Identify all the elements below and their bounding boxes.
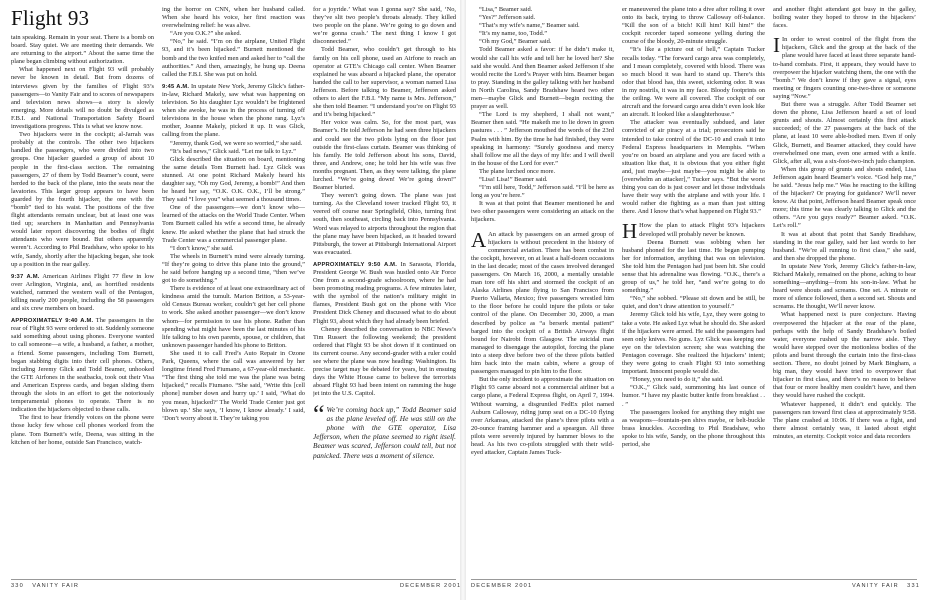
paragraph: One of the passengers—we don’t know who—learned of the attacks on the World Trade Center. When Tom Burnett called his wife a second time, he already knew. He asked whether the plane that had struck the Trade Center was a commercial passenger plane. xyxy=(162,204,305,244)
paragraph: She used it to call Fred’s Auto Repair in Ozone Park, Queens, where the call was answered by her longtime friend Fred Fiumano, a 67-year-old mechanic. “The first thing she told me was the plane was being hijacked,” recalls Fiumano. “She said, ‘Write this [cell phone] number down and hurry up.’ I said, ‘What do you mean, hijacked?’ The World Trade Center just got blown up.’ She says, ‘I know, I know already.’ I said, ‘Don’t worry about it. They’re taking you xyxy=(162,349,305,422)
paragraph: What happened next on Flight 93 will probably never be known in detail. But from dozens of interviews given by the families of Flight 93’s passengers—to Vanity Fair and to scores of newspapers and television news shows—a story is slowly emerging. More details will no doubt be divulged as F.B.I. and National Transportation Safety Board investigations progress. This is what we know now. xyxy=(11,66,154,131)
paragraph: The plane lurched once more. xyxy=(479,167,556,175)
timestamp-paragraph xyxy=(313,261,456,326)
paragraph-text: In Sarasota, Florida, President George W. Bush was hustled onto Air Force One from a second-grade schoolroom, where he had been promoting reading programs. A few minutes later, with the symbol of the nation’s military might in flames, President Bush got on the phone with Vice President Dick Cheney and discussed what to do about Flight 93, about which they had already been briefed. xyxy=(313,260,456,325)
left-footer-date: DECEMBER 2001 xyxy=(400,583,462,589)
paragraph: “Are you O.K.?” she asked. xyxy=(170,30,242,38)
paragraph: er maneuvered the plane into a dive after rolling it over onto its back, trying to throw Calloway off-balance. “Kill the son of a bitch! Kill him! Kill him!” the cockpit recorder taped someone yelling during the course of the bloody, 20-minute struggle. xyxy=(622,6,765,46)
timestamp-paragraph xyxy=(11,317,154,414)
paragraph: Jeremy Glick told his wife, Lyz, they were going to take a vote. He asked Lyz what he should do. She asked if the hijackers were armed. He said the passengers had seen only knives. No guns. Lyz Glick was keeping one eye on the television screen; she was watching the Pentagon coverage. She realized the hijackers’ intent; they were going to crash Flight 93 into something important. Innocent people would die. xyxy=(622,311,765,376)
right-page-column-3 xyxy=(773,6,916,574)
left-page-column-1 xyxy=(11,34,154,574)
footer-rule xyxy=(11,579,456,580)
paragraph: When this group of grunts and shouts ended, Lisa Jefferson again heard Beamer’s voice. “God help me,” he said. “Jesus help me.” Was he reacting to the killing of the hijacker? Or praying for guidance? We’ll never know. At that point, Jefferson heard Beamer speak once more; this time he was clearly talking to Glick and the others. “Are you guys ready?” Beamer asked. “O.K. Let’s roll.” xyxy=(773,165,916,230)
drop-cap: A xyxy=(471,227,487,252)
paragraph: “No,” she sobbed. “Please sit down and be still, be quiet, and don’t draw attention to yourself.” xyxy=(622,295,765,311)
article-title: Flight 93 xyxy=(11,6,90,30)
paragraph: “Honey, you need to do it,” she said. xyxy=(630,376,724,384)
paragraph: Todd Beamer, who couldn’t get through to his family on his cell phone, used an Airfone to reach an operator at GTE’s Chicago call center. When Beamer explained he was aboard a hijacked plane, the operator handed the call to her supervisor, a woman named Lisa Jefferson. Before talking to Beamer, Jefferson asked others to alert the F.B.I. “My name is Mrs. Jefferson,” she then told Beamer. “I understand you’re on Flight 93 and it’s being hijacked.” xyxy=(313,46,456,119)
drop-cap: H xyxy=(622,219,638,244)
paragraph-text: An attack by passengers on an armed group of hijackers is without precedent in the history of commercial aviation. There has been combat in the cockpit, however, on at least a half-dozen occasions in the last decade; most of the cases involved deranged passengers. On March 16, 2000, a mentally unstable man tore off his shirt and stormed the cockpit of an Alaska Airlines plane flying to San Francisco from Puerto Vallarta, Mexico; five passengers wrestled him to the floor before he could injure the pilots or take control of the plane. On December 30, 2000, a man described by police as “a berserk mental patient” barged into the cockpit of a British Airways flight bound for Nairobi from Glasgow. The suicidal man managed to disengage the autopilot, forcing the plane into a steep dive before two of the three pilots battled him back into the main cabin, where a group of passengers managed to pin him to the floor. xyxy=(471,230,614,376)
left-page-column-2 xyxy=(162,6,305,574)
paragraph: “It’s like a picture out of hell,” Captain Tucker recalls today. “The forward cargo area was completely, and I mean completely, covered with blood. There was so much blood it was hard to stand up. There’s this odor that blood has, this sweet, sickening odor. It was in my nostrils, it was in my face. Bloody footprints on the ceiling. We were all covered. The cockpit of our aircraft and the forward cargo area didn’t even look like an aircraft. It looked like a slaughterhouse.” xyxy=(622,46,765,119)
right-page-column-1 xyxy=(471,6,614,574)
paragraph: “Jeremy, thank God, we were so worried,” she said. xyxy=(170,139,303,147)
section-paragraph xyxy=(622,219,765,244)
paragraph: Todd Beamer asked a favor: if he didn’t make it, would she call his wife and tell her he loved her? She said she would. And then Beamer asked Jefferson if she would recite the Lord’s Prayer with him. Beamer began to pray. Standing in the galley talking with her husband in North Carolina, Sandy Bradshaw heard two other men—maybe Glick and Burnett—begin reciting the prayer as well. xyxy=(471,46,614,111)
paragraph: The wheels in Burnett’s mind were already turning. “If they’re going to drive this plane into the ground,” he said before hanging up a second time, “then we’ve got to do something.” xyxy=(162,252,305,285)
paragraph: and another flight attendant got busy in the galley, boiling water they hoped to throw in the hijackers’ faces. xyxy=(773,6,916,30)
paragraph: “That’s my wife’s name,” Beamer said. xyxy=(479,22,580,30)
drop-cap: I xyxy=(773,33,780,58)
paragraph: Deena Burnett was sobbing when her husband phoned for the last time. He began pumping her for information, anything that was on television. She told him the Pentagon had just been hit. She could sense that his adrenaline was flowing. “O.K., there’s a group of us,” he told her, “and we’re going to do something.” xyxy=(622,238,765,295)
paragraph: tain speaking. Remain in your seat. There is a bomb on board. Stay quiet. We are meeting their demands. We are returning to the airport.” About the same time the plane began climbing without authorization. xyxy=(11,34,154,66)
timestamp-heading: APPROXIMATELY 9:40 A.M. xyxy=(11,318,94,325)
section-paragraph xyxy=(773,33,916,101)
page-number: 330 xyxy=(11,583,24,589)
pull-quote xyxy=(313,399,456,460)
paragraph: Cheney described the conversation to NBC News’s Tim Russert the following weekend; the president ordered that Flight 93 be shot down if it continued on its current course. Any second-grader with a ruler could see where the plane was now heading: Washington. Its precise target may be debated for years, but in ensuing days the White House came to believe the terrorists aboard Flight 93 had been intent on ramming the huge jet into the U.S. Capitol. xyxy=(313,325,456,398)
paragraph: There is evidence of at least one extraordinary act of kindness amid the tumult. Marion Britton, a 53-year-old Census Bureau worker, couldn’t get her cell phone to work. She asked another passenger—we don’t know whom—for permission to use his phone. Rather than spending what might have been the last minutes of his life talking to his own parents, spouse, or children, that unknown passenger handed his phone to Britton. xyxy=(162,285,305,349)
paragraph: “Lisa,” Beamer said. xyxy=(479,6,533,13)
paragraph: “I don’t know,” she said. xyxy=(170,244,234,252)
paragraph: “The Lord is my shepherd, I shall not want,” Beamer then said. “He maketh me to lie down in green pastures . . . ” Jefferson mouthed the words of the 23rd Psalm with him. By the time he had finished, they were speaking in harmony: “Surely goodness and mercy shall follow me all the days of my life: and I will dwell in the house of the Lord for ever.” xyxy=(471,111,614,167)
paragraph: The attacker was eventually subdued, and later convicted of air piracy at a trial; prosecutors said he intended to take control of the DC-10 and crash it into Federal Express headquarters in Memphis. “When you’re on board an airplane and you are faced with a situation like that, it is obvious that you either fight and, just maybe—just maybe—you might be able to [overwhelm an attacker],” Tucker says. “But the worst thing you can do is just cower and let those individuals have their way with the airplane and with your life. I would rather die fighting as a man than just sitting there. And I know that’s what happened on Flight 93.” xyxy=(622,119,765,216)
right-page xyxy=(466,0,926,600)
paragraph: In upstate New York, Jeremy Glick’s father-in-law, Richard Makely, remained on the phone, aching to hear something—anything—from his son-in-law. What he heard were shouts and screams. One set. A minute or more of silence followed, then a second set. Shouts and screams. He thought, We’ll never know. xyxy=(773,262,916,311)
paragraph: for a joyride.’ What was I gonna say? She said, ‘No, they’ve slit two people’s throats already. They killed two people on the plane. We’re going to go down and we’re gonna crash.’ The next thing I know I got disconnected.” xyxy=(313,6,456,46)
right-footer-date: DECEMBER 2001 xyxy=(471,583,533,589)
pull-quote-mark: “ xyxy=(313,399,325,429)
paragraph: “It’s my name, too, Todd.” xyxy=(479,30,548,38)
magazine-name: VANITY FAIR xyxy=(32,583,80,589)
paragraph-text: American Airlines Flight 77 flew in low over Arlington, Virginia, and, as horrified residents watched, rammed the western wall of the Pentagon, killing nearly 200 people, including the 58 passengers and six crew members on board. xyxy=(11,272,154,313)
timestamp-paragraph xyxy=(11,273,154,313)
section-paragraph xyxy=(471,227,614,377)
pull-quote-text: We’re coming back up,” Todd Beamer said as the plane leveled off. He was still on the phone with the GTE operator, Lisa Jefferson, when the plane seemed to right itself. Beamer was scared, Jefferson could tell, but not panicked. There was a moment of silence. xyxy=(313,404,456,460)
paragraph-text: The passengers in the rear of Flight 93 were ordered to sit. Suddenly someone said something about using phones. Everyone wanted to call someone—a wife, a husband, a father, a mother, a friend. Some passengers, including Tom Burnett, began stabbing digits into their cell phones. Others, including Jeremy Glick and Todd Beamer, unhooked the GTE Airfones in the seatbacks, took out their Visa and American Express cards, and began sliding them through the slots in an effort to get the notoriously temperamental phones to operate. There is no indication the hijackers objected to these calls. xyxy=(11,317,154,414)
paragraph: The passengers looked for anything they might use as weapons—fountain-pen shivs maybe, or belt-buckle brass knuckles. According to Phil Bradshaw, who spoke to his wife, Sandy, on the phone throughout this period, she xyxy=(622,408,765,448)
paragraph: Her voice was calm. So, for the most part, was Beamer’s. He told Jefferson he had seen three hijackers and could see the two pilots lying on the floor just outside the first-class curtain. Beamer was thinking of his family. He told Jefferson about his sons, David, three, and Andrew, one; he told her his wife was five months pregnant. Then, as they were talking, the plane lurched. “We’re going down! We’re going down!” Beamer blurted. xyxy=(313,119,456,192)
timestamp-paragraph xyxy=(162,83,305,140)
paragraph: But the only incident to approximate the situation on Flight 93 came aboard not a commercial airliner but a cargo plane, a Federal Express flight, on April 7, 1994. Without warning, a disgruntled FedEx pilot named Auburn Calloway, riding jump seat on a DC-10 flying over Arkansas, attacked the plane’s three pilots with a 20-ounce framing hammer and a speargun. All three pilots were severely injured by hammer blows to the head. As his two co-pilots struggled with their wild-eyed attacker, Captain James Tuck- xyxy=(471,376,614,457)
paragraph: “Oh my God,” Beamer said. xyxy=(479,38,552,46)
paragraph: “No,” he said. “I’m on the airplane, United Flight 93, and it’s been hijacked.” Burnett mentioned the bomb and the two knifed men and asked her to “call the authorities.” And then, amazingly, he hung up. Deena called the F.B.I. She was put on hold. xyxy=(162,38,305,78)
paragraph: It was at that point that Beamer mentioned he and two other passengers were considering an attack on the hijackers. xyxy=(471,200,614,224)
paragraph-text: In upstate New York, Jeremy Glick’s father-in-law, Richard Makely, saw what was happening on television. So his daughter Lyz wouldn’t be frightened when she awoke, he was in the process of turning off televisions in the house when the phone rang. Lyz’s mother, Joanne Makely, picked it up. It was Glick, calling from the plane. xyxy=(162,82,305,139)
paragraph: It was at about that point that Sandy Bradshaw, standing in the rear galley, said her last words to her husband. “We’re all running to first class,” she said, and then she dropped the phone. xyxy=(773,230,916,262)
timestamp-heading: 9:37 A.M. xyxy=(11,273,40,280)
right-footer-folio xyxy=(852,583,920,589)
right-page-column-2 xyxy=(622,6,765,574)
paragraph: ing the horror on CNN, when her husband called. When she heard his voice, her first reaction was overwhelming relief: he was alive. xyxy=(162,6,305,30)
paragraph: “O.K.,” Glick said, summoning his last ounce of humor. “I have my plastic butter knife from breakfast . . . ” xyxy=(622,384,765,408)
paragraph: Whatever happened, it didn’t end quickly. The passengers ran toward first class at approximately 9:58. The plane crashed at 10:06. If there was a fight, and there almost certainly was, it lasted about eight minutes, an eternity. Cockpit voice and data recorders xyxy=(773,400,916,440)
left-page xyxy=(0,0,460,600)
left-page-column-3 xyxy=(313,6,456,574)
paragraph: Glick described the situation on board, mentioning the same details Tom Burnett had. Lyz Glick was stunned. At one point Richard Makely heard his daughter say, “Oh my God, Jeremy, a bomb!” And then he heard her say, “O.K. O.K. O.K., I’ll be strong.” They said “I love you” what seemed a thousand times. xyxy=(162,155,305,204)
magazine-name: VANITY FAIR xyxy=(852,583,899,589)
paragraph: “I’m still here, Todd,” Jefferson said. “I’ll be here as long as you’re here.” xyxy=(471,184,614,200)
left-footer-folio xyxy=(11,583,79,589)
paragraph: “Lisa! Lisa!” Beamer said. xyxy=(479,175,548,183)
paragraph: Two hijackers were in the cockpit; al-Jarrah was probably at the controls. The other two hijackers handled the passengers, who were divided into two groups. One hijacker guarded a group of about 10 people in the first-class section. The remaining passengers, 27 of them by Todd Beamer’s count, were herded to the back of the plane, into the seats near the lavatories. This larger group appears to have been guarded by the fourth hijacker, the one with the “bomb” tied to his waist. The positions of the five flight attendants remain unclear, but at least one was tied up; searchers in Manhattan and Pennsylvania would later report discovering the bodies of flight attendants who were bound. But others apparently weren’t. According to Phil Bradshaw, who spoke to his wife, Sandy, shortly after the hijacking began, she took up a position in the rear galley. xyxy=(11,131,154,268)
timestamp-heading: APPROXIMATELY 9:50 A.M. xyxy=(313,261,398,268)
page-number: 331 xyxy=(907,583,921,589)
paragraph-text: How the plan to attack Flight 93’s hijackers developed will probably never be known. xyxy=(639,222,765,238)
paragraph: “It’s bad news,” Glick said. “Let me talk to Lyz.” xyxy=(170,147,296,155)
paragraph: They weren’t going down. The plane was just turning. As the Cleveland tower tracked Flight 93, it veered off course near Springfield, Ohio, turning first south, then southeast, circling back into Pennsylvania. Word was relayed to airports throughout the region that the plane may have been hijacked, as it headed toward Pittsburgh, the tower at Pittsburgh International Airport was evacuated. xyxy=(313,192,456,256)
paragraph: “Yes?” Jefferson said. xyxy=(479,14,536,22)
footer-rule xyxy=(471,579,917,580)
paragraph: But there was a struggle. After Todd Beamer set down the phone, Lisa Jefferson heard a set of loud grunts and shouts. Almost certainly this first attack succeeded; of the 27 passengers at the back of the plane, at least 10 were able-bodied men. Even if only Glick, Burnett, and Beamer attacked, they could have overwhelmed one man, even one armed with a knife. Glick, after all, was a six-foot-two-inch judo champion. xyxy=(773,101,916,165)
paragraph: What happened next is pure conjecture. Having overpowered the hijacker at the rear of the plane, perhaps with the help of Sandy Bradshaw’s boiled water, everyone rushed up the narrow aisle. They would have stepped over the motionless bodies of the pilots and burst through the curtain into the first-class section. There, no doubt joined by Mark Bingham, a big man, they would have tried to overpower that hijacker in first class, and there’s no reason to believe that four or more healthy men couldn’t have, and then they would have rushed the cockpit. xyxy=(773,311,916,400)
paragraph: The first to hear friendly voices on the phone were those lucky few whose cell phones worked from the plane. Tom Burnett’s wife, Deena, was sitting in the kitchen of her home, outside San Francisco, watch- xyxy=(11,414,154,446)
paragraph-text: In order to wrest control of the flight from the hijackers, Glick and the group at the back of the plane would have faced at least three separate hand-to-hand combats. First, it appears, they would have to overpower the hijacker watching them, the one with the “bomb.” We don’t know if they gave a signal, eyes meeting or fingers counting one-two-three or someone saying “Now.” xyxy=(773,36,916,100)
timestamp-heading: 9:45 A.M. xyxy=(162,83,190,90)
